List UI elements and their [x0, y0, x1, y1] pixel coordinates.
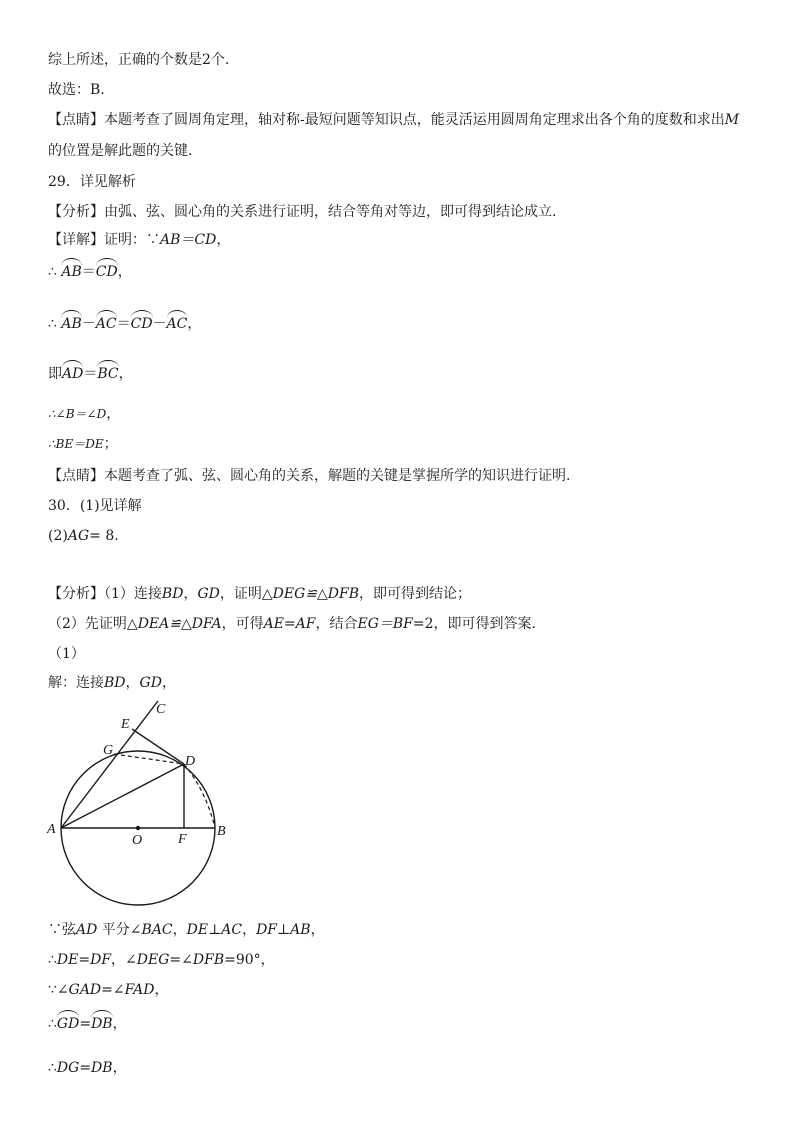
- m: AE=AF: [263, 616, 316, 632]
- t: =90°，: [224, 952, 275, 968]
- dashed-db: [184, 764, 215, 828]
- punct: ，: [187, 316, 202, 332]
- math-be-de: ∴BE＝DE: [48, 437, 104, 451]
- comment-text: 【点睛】本题考查了圆周角定理，轴对称-最短问题等知识点，能灵活运用圆周角定理求出各个角的度数和求出: [48, 112, 725, 128]
- step-arc-equal: [48, 258, 132, 282]
- t: 【分析】（1）连接: [48, 586, 162, 602]
- therefore: ∴: [48, 1060, 57, 1076]
- question-30-title: 30．(1)见详解: [48, 498, 142, 514]
- center-point: [136, 826, 140, 830]
- t: ∵弦: [48, 922, 76, 938]
- arc-bc: BC: [97, 360, 118, 384]
- math-ab-cd: AB＝CD: [160, 232, 217, 248]
- summary-line: 综上所述，正确的个数是2个.: [48, 52, 230, 68]
- step-angle-b-d: [48, 404, 120, 424]
- punct: ，: [106, 406, 121, 422]
- eq: ＝: [83, 366, 98, 382]
- t: ，可得: [221, 616, 264, 632]
- solution-start: [48, 673, 176, 693]
- analysis-29: 【分析】由弧、弦、圆心角的关系进行证明，结合等角对等边，即可得到结论成立.: [48, 204, 557, 220]
- step-de-df: [48, 950, 275, 970]
- t: ，证明: [219, 586, 262, 602]
- geometry-figure: [40, 695, 250, 910]
- t: =∠: [101, 982, 125, 998]
- detail-label: 【详解】证明：∵: [48, 232, 160, 248]
- value: = 8.: [89, 528, 119, 544]
- analysis-30-1: [48, 584, 471, 604]
- t: ∴: [48, 952, 57, 968]
- segment-de: [132, 729, 184, 764]
- m: DG=DB: [56, 1060, 113, 1076]
- namely: 即: [48, 366, 62, 382]
- punct: ，: [216, 232, 231, 248]
- t: ，: [242, 922, 257, 938]
- minus: －: [152, 316, 167, 332]
- t: 解：连接: [48, 675, 104, 691]
- label-f: F: [178, 832, 187, 847]
- eq: =: [79, 1016, 92, 1032]
- step-be-de: [48, 434, 118, 454]
- m: DE=DF: [56, 952, 112, 968]
- comment-line-1: [48, 110, 739, 130]
- arc-ac: AC: [167, 310, 188, 334]
- minus: －: [81, 316, 96, 332]
- arc-ad: AD: [62, 360, 83, 384]
- t: ，: [310, 922, 325, 938]
- label-d: D: [185, 754, 196, 769]
- m: AD: [76, 922, 98, 938]
- step-arc-ad-bc: [48, 360, 133, 384]
- ray-ac: [61, 701, 158, 828]
- m: ∠BAC: [129, 922, 173, 938]
- math-ag: AG: [67, 528, 90, 544]
- t: 平分: [97, 922, 130, 938]
- var-m: M: [724, 112, 740, 128]
- math-angle: ∴∠B＝∠D: [48, 407, 107, 421]
- punct: ，: [112, 1016, 127, 1032]
- analysis-30-2: [48, 614, 536, 634]
- t: （2）先证明: [48, 616, 127, 632]
- answer-line: 故选：B.: [48, 82, 105, 98]
- part: (2): [48, 528, 68, 544]
- answer-30-2: [48, 526, 119, 546]
- label-a: A: [47, 822, 56, 837]
- eq: ＝: [81, 264, 96, 280]
- m: EG＝BF: [357, 616, 413, 632]
- m: BD: [161, 586, 184, 602]
- m: DF⊥AB: [256, 922, 311, 938]
- t: ，结合: [315, 616, 358, 632]
- comment-29: 【点睛】本题考查了弧、弦、圆心角的关系，解题的关键是掌握所学的知识进行证明.: [48, 468, 571, 484]
- question-29-title: 29．详见解析: [48, 174, 136, 190]
- t: ，: [125, 675, 140, 691]
- comment-line-2: 的位置是解此题的关键.: [48, 143, 193, 159]
- m: GAD: [68, 982, 102, 998]
- punct: ，: [118, 366, 133, 382]
- therefore: ∴: [48, 316, 57, 332]
- t: =2，即可得到答案.: [412, 616, 536, 632]
- m: △DEG≌△DFB: [261, 586, 359, 602]
- m: BD: [104, 675, 126, 691]
- therefore: ∴: [48, 1016, 57, 1032]
- t: ，: [183, 586, 198, 602]
- label-b: B: [217, 824, 226, 839]
- t: ，: [161, 675, 176, 691]
- arc-db: DB: [91, 1010, 113, 1034]
- arc-cd: CD: [131, 310, 153, 334]
- m: △DEA≌△DFA: [126, 616, 222, 632]
- punct: ；: [103, 436, 118, 452]
- arc-cd: CD: [96, 258, 118, 282]
- t: ，: [154, 982, 169, 998]
- t: ，: [172, 922, 187, 938]
- step-dg-db: [48, 1058, 127, 1078]
- arc-ab: AB: [61, 310, 81, 334]
- arc-ac: AC: [96, 310, 117, 334]
- m: DE⊥AC: [186, 922, 243, 938]
- arc-gd: GD: [57, 1010, 79, 1034]
- m: DFB: [192, 952, 225, 968]
- t: ，即可得到结论；: [358, 586, 471, 602]
- eq: ＝: [116, 316, 131, 332]
- label-g: G: [103, 743, 114, 758]
- label-o: O: [132, 833, 143, 848]
- m: DEG: [136, 952, 170, 968]
- therefore: ∴: [48, 264, 57, 280]
- step-arc-gd-db: [48, 1010, 127, 1034]
- punct: ，: [112, 1060, 127, 1076]
- t: ∵∠: [48, 982, 69, 998]
- punct: ，: [117, 264, 132, 280]
- step-chord-bisect: [48, 920, 325, 940]
- detail-29-start: [48, 230, 230, 250]
- step-angle-gad: [48, 980, 168, 1000]
- step-arc-subtract: [48, 310, 201, 334]
- label-c: C: [156, 702, 166, 717]
- arc-ab: AB: [61, 258, 81, 282]
- part-1-label: （1）: [48, 646, 85, 662]
- m: GD: [197, 586, 220, 602]
- label-e: E: [121, 717, 130, 732]
- t: ，∠: [111, 952, 137, 968]
- segment-ad: [61, 764, 184, 828]
- m: GD: [139, 675, 162, 691]
- m: FAD: [124, 982, 155, 998]
- t: =∠: [169, 952, 193, 968]
